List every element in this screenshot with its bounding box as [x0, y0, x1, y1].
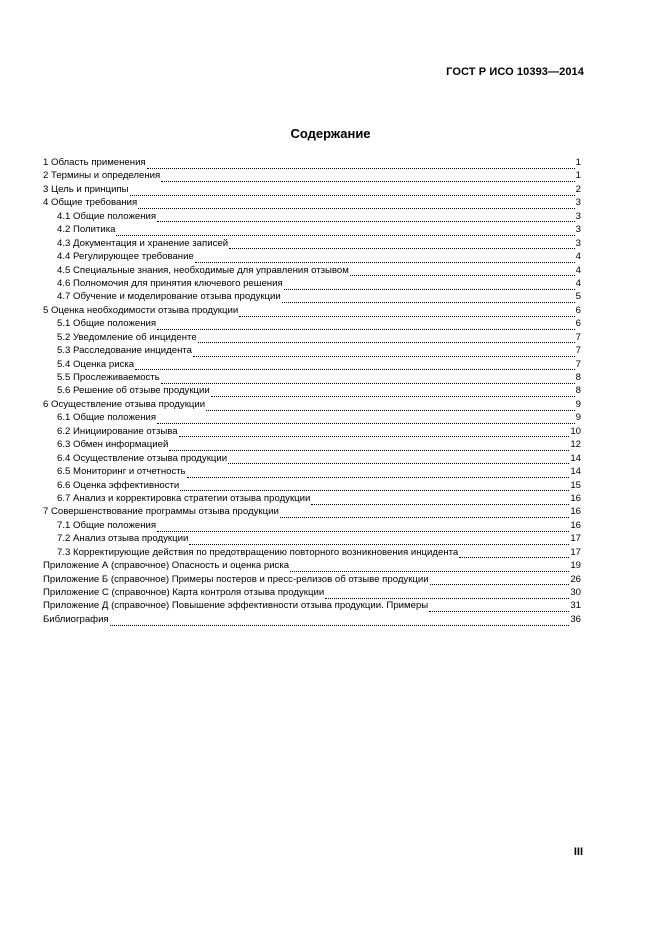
toc-entry[interactable] — [43, 169, 581, 182]
toc-leader-dots — [195, 253, 575, 263]
toc-entry[interactable] — [43, 317, 581, 330]
toc-entry[interactable] — [43, 331, 581, 344]
toc-entry-page: 19 — [570, 560, 581, 572]
toc-entry-page: 31 — [570, 600, 581, 612]
toc-entry[interactable] — [43, 546, 581, 559]
toc-entry[interactable] — [43, 586, 581, 599]
toc-entry-label: Библиография — [43, 613, 109, 625]
toc-entry-page: 3 — [575, 224, 581, 236]
toc-entry-page: 4 — [575, 264, 581, 276]
toc-entry-page: 36 — [570, 613, 581, 625]
toc-entry[interactable] — [43, 384, 581, 397]
toc-entry-page: 14 — [570, 452, 581, 464]
toc-entry[interactable] — [43, 425, 581, 438]
toc-entry-page: 7 — [575, 345, 581, 357]
toc-leader-dots — [459, 548, 569, 558]
toc-entry[interactable] — [43, 613, 581, 626]
toc-entry-page: 26 — [570, 573, 581, 585]
toc-entry-page: 9 — [575, 412, 581, 424]
toc-leader-dots — [161, 172, 574, 182]
toc-entry[interactable] — [43, 573, 581, 586]
toc-leader-dots — [311, 495, 569, 505]
toc-entry[interactable] — [43, 505, 581, 518]
toc-entry-label: 5.6 Решение об отзыве продукции — [57, 385, 210, 397]
toc-leader-dots — [130, 186, 575, 196]
toc-entry[interactable] — [43, 290, 581, 303]
toc-leader-dots — [198, 333, 575, 343]
toc-entry-label: 7.1 Общие положения — [57, 519, 157, 531]
toc-entry-label: 7 Совершенствование программы отзыва продукции — [43, 506, 279, 518]
toc-entry-page: 8 — [575, 385, 581, 397]
toc-leader-dots — [325, 589, 569, 599]
toc-entry-page: 8 — [575, 372, 581, 383]
toc-entry-page: 6 — [575, 304, 581, 316]
toc-entry[interactable] — [43, 559, 581, 572]
toc-entry-page: 10 — [570, 425, 581, 437]
toc-entry[interactable] — [43, 183, 581, 196]
toc-entry-page: 1 — [575, 170, 581, 182]
toc-leader-dots — [239, 307, 574, 317]
toc-leader-dots — [157, 320, 575, 330]
toc-entry-label: 6.4 Осуществление отзыва продукции — [57, 452, 228, 464]
toc-leader-dots — [228, 454, 569, 464]
toc-entry-label: Приложение Б (справочное) Примеры постеров и пресс-релизов об отзыве продукции — [43, 573, 429, 585]
toc-leader-dots — [350, 266, 575, 276]
toc-entry-label: Приложение Д (справочное) Повышение эффективности отзыва продукции. Примеры — [43, 600, 429, 612]
toc-leader-dots — [157, 414, 575, 424]
toc-leader-dots — [180, 481, 569, 491]
toc-leader-dots — [430, 575, 570, 585]
toc-entry-page: 16 — [570, 506, 581, 518]
toc-entry-label: 6.7 Анализ и корректировка стратегии отзыва продукции — [57, 492, 311, 504]
toc-entry-label: 5.5 Прослеживаемость — [57, 372, 160, 383]
toc-entry-page: 4 — [575, 251, 581, 263]
toc-entry-label: 4 Общие требования — [43, 197, 138, 209]
toc-entry-label: 4.1 Общие положения — [57, 210, 157, 222]
toc-leader-dots — [229, 239, 575, 249]
toc-entry-page: 1 — [575, 157, 581, 168]
toc-entry-label: Приложение С (справочное) Карта контроля отзыва продукции — [43, 587, 325, 598]
toc-entry[interactable] — [43, 250, 581, 263]
toc-leader-dots — [284, 280, 575, 290]
toc-leader-dots — [206, 401, 575, 411]
toc-entry-page: 15 — [570, 479, 581, 491]
toc-leader-dots — [147, 159, 575, 169]
toc-entry-page: 17 — [570, 533, 581, 545]
toc-leader-dots — [429, 602, 569, 612]
toc-entry[interactable] — [43, 398, 581, 411]
toc-entry-label: 7.2 Анализ отзыва продукции — [57, 533, 189, 545]
toc-entry[interactable] — [43, 599, 581, 612]
toc-entry[interactable] — [43, 277, 581, 290]
toc-entry-page: 7 — [575, 358, 581, 370]
toc-entry-label: 4.2 Политика — [57, 224, 116, 236]
toc-entry[interactable] — [43, 358, 581, 371]
toc-entry[interactable] — [43, 519, 581, 532]
toc-leader-dots — [179, 427, 570, 437]
toc-entry-label: 4.3 Документация и хранение записей — [57, 237, 229, 249]
toc-entry-label: 4.6 Полномочия для принятия ключевого решения — [57, 277, 283, 289]
toc-entry-label: 6.1 Общие положения — [57, 412, 157, 424]
toc-leader-dots — [169, 441, 569, 451]
toc-entry[interactable] — [43, 371, 581, 384]
toc-entry-label: 5.3 Расследование инцидента — [57, 345, 193, 357]
toc-leader-dots — [138, 199, 574, 209]
toc-entry[interactable] — [43, 532, 581, 545]
toc-entry-page: 4 — [575, 277, 581, 289]
toc-entry[interactable] — [43, 264, 581, 277]
toc-entry[interactable] — [43, 438, 581, 451]
toc-entry-label: 6 Осуществление отзыва продукции — [43, 398, 206, 410]
toc-leader-dots — [110, 616, 570, 626]
toc-entry-label: 4.5 Специальные знания, необходимые для управления отзывом — [57, 264, 349, 276]
toc-entry[interactable] — [43, 411, 581, 424]
toc-entry-page: 3 — [575, 197, 581, 209]
page-title: Содержание — [290, 126, 371, 141]
toc-entry-label: 1 Область применения — [43, 157, 146, 168]
toc-entry-label: 7.3 Корректирующие действия по предотвращению повторного возникновения инцидента — [57, 546, 459, 558]
toc-entry[interactable] — [43, 479, 581, 492]
table-of-contents — [43, 156, 581, 626]
toc-leader-dots — [290, 562, 569, 572]
toc-entry-label: 5.1 Общие положения — [57, 318, 157, 330]
toc-entry[interactable] — [43, 452, 581, 465]
toc-entry-page: 5 — [575, 291, 581, 303]
toc-entry-label: 6.6 Оценка эффективности — [57, 479, 180, 491]
toc-entry-page: 9 — [575, 398, 581, 410]
toc-entry[interactable] — [43, 344, 581, 357]
toc-entry-page: 16 — [570, 492, 581, 504]
toc-entry-label: 6.2 Инициирование отзыва — [57, 425, 178, 437]
toc-entry-page: 2 — [575, 183, 581, 195]
toc-entry-label: Приложение А (справочное) Опасность и оценка риска — [43, 560, 290, 572]
toc-entry-label: 4.7 Обучение и моделирование отзыва продукции — [57, 291, 281, 303]
toc-entry[interactable] — [43, 156, 581, 169]
toc-entry-label: 4.4 Регулирующее требование — [57, 251, 194, 263]
toc-leader-dots — [157, 522, 569, 532]
toc-entry-label: 5.2 Уведомление об инциденте — [57, 331, 197, 343]
toc-entry-page: 6 — [575, 318, 581, 330]
toc-entry-page: 3 — [575, 210, 581, 222]
toc-leader-dots — [189, 535, 569, 545]
toc-entry-page: 17 — [570, 546, 581, 558]
toc-entry[interactable] — [43, 492, 581, 505]
toc-entry-label: 5.4 Оценка риска — [57, 358, 135, 370]
toc-entry-page: 30 — [570, 587, 581, 598]
toc-entry[interactable] — [43, 210, 581, 223]
document-header: ГОСТ Р ИСО 10393—2014 — [446, 66, 584, 78]
toc-entry-label: 5 Оценка необходимости отзыва продукции — [43, 304, 239, 316]
toc-entry-label: 2 Термины и определения — [43, 170, 161, 182]
toc-leader-dots — [193, 347, 575, 357]
toc-leader-dots — [211, 387, 575, 397]
toc-leader-dots — [157, 212, 575, 222]
toc-leader-dots — [161, 374, 575, 384]
toc-entry[interactable] — [43, 196, 581, 209]
toc-leader-dots — [116, 226, 574, 236]
toc-entry-page: 12 — [570, 439, 581, 451]
toc-entry-page: 7 — [575, 331, 581, 343]
toc-entry-page: 16 — [570, 519, 581, 531]
toc-entry[interactable] — [43, 465, 581, 478]
toc-entry[interactable] — [43, 237, 581, 250]
toc-leader-dots — [282, 293, 575, 303]
toc-entry[interactable] — [43, 304, 581, 317]
toc-leader-dots — [187, 468, 570, 478]
toc-entry-label: 6.3 Обмен информацией — [57, 439, 169, 451]
toc-leader-dots — [135, 360, 575, 370]
toc-entry-label: 3 Цель и принципы — [43, 183, 129, 195]
toc-leader-dots — [280, 508, 570, 518]
toc-entry-label: 6.5 Мониторинг и отчетность — [57, 466, 186, 478]
toc-entry[interactable] — [43, 223, 581, 236]
toc-entry-page: 14 — [570, 466, 581, 478]
page-number: III — [573, 846, 583, 858]
toc-entry-page: 3 — [575, 237, 581, 249]
